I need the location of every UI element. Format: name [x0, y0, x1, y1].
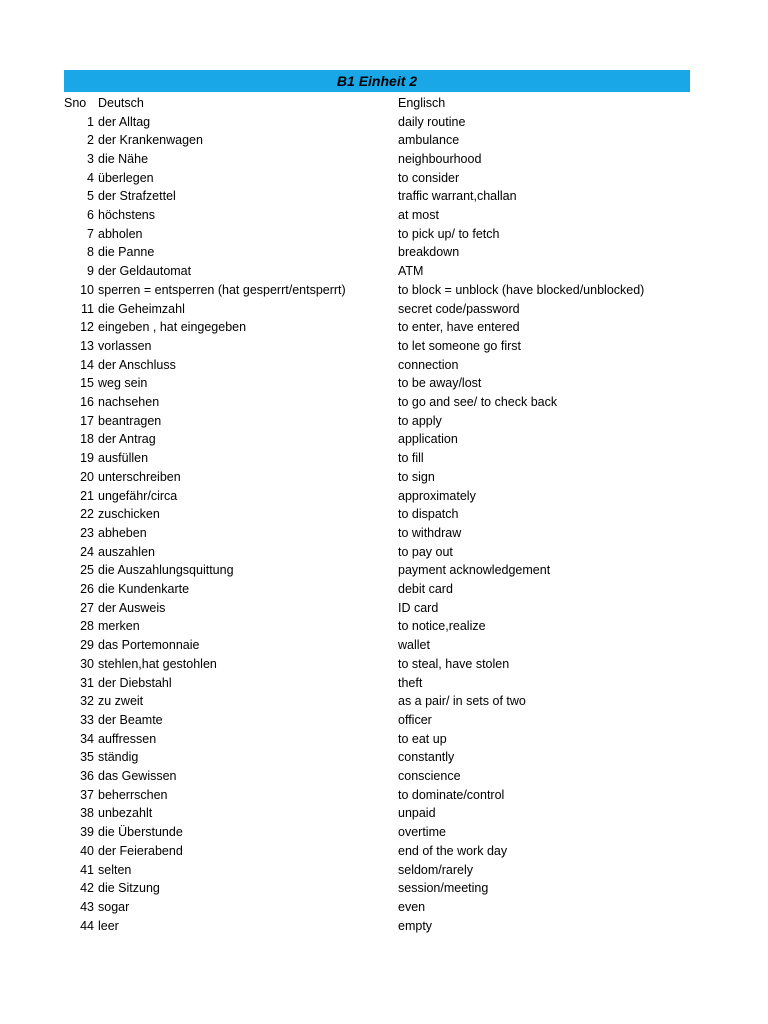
table-row [0, 374, 768, 393]
row-sno: 25 [80, 563, 94, 578]
row-englisch: to pick up/ to fetch [398, 226, 500, 241]
table-row [0, 300, 768, 319]
row-sno: 13 [80, 338, 94, 353]
table-row [0, 487, 768, 506]
row-sno: 17 [80, 413, 94, 428]
row-deutsch: beantragen [98, 413, 162, 428]
row-deutsch: überlegen [98, 170, 154, 185]
table-row [0, 767, 768, 786]
row-sno: 31 [80, 675, 94, 690]
row-englisch: secret code/password [398, 301, 520, 316]
table-row [0, 356, 768, 375]
row-sno: 43 [80, 899, 94, 914]
row-sno: 9 [87, 264, 94, 279]
row-deutsch: die Panne [98, 245, 155, 260]
row-sno: 7 [87, 226, 94, 241]
row-englisch: overtime [398, 825, 446, 840]
table-row [0, 206, 768, 225]
table-row [0, 524, 768, 543]
row-englisch: conscience [398, 769, 461, 783]
table-row [0, 393, 768, 412]
row-deutsch: die Überstunde [98, 825, 183, 840]
table-row [0, 262, 768, 281]
table-row [0, 169, 768, 188]
table-row [0, 449, 768, 468]
row-deutsch: die Auszahlungsquittung [98, 563, 234, 578]
row-sno: 37 [80, 787, 94, 802]
table-row [0, 337, 768, 356]
row-deutsch: unterschreiben [98, 469, 181, 484]
row-sno: 32 [80, 694, 94, 709]
row-sno: 3 [87, 151, 94, 166]
row-deutsch: das Gewissen [98, 769, 177, 783]
row-deutsch: der Ausweis [98, 600, 166, 615]
row-deutsch: der Feierabend [98, 843, 183, 858]
table-header-row [0, 94, 768, 113]
row-englisch: to withdraw [398, 525, 462, 540]
row-englisch: to let someone go first [398, 338, 521, 353]
table-row [0, 617, 768, 636]
table-row [0, 430, 768, 449]
table-row [0, 748, 768, 767]
row-sno: 27 [80, 600, 94, 615]
row-sno: 28 [80, 619, 94, 634]
row-englisch: approximately [398, 488, 476, 503]
row-sno: 34 [80, 731, 94, 746]
row-englisch: at most [398, 208, 439, 222]
row-englisch: to apply [398, 413, 442, 428]
row-englisch: to dominate/control [398, 787, 505, 802]
row-sno: 23 [80, 525, 94, 540]
row-deutsch: leer [98, 918, 119, 933]
row-englisch: to eat up [398, 731, 447, 746]
row-englisch: to notice,realize [398, 619, 486, 634]
row-sno: 36 [80, 769, 94, 783]
row-deutsch: abheben [98, 525, 147, 540]
table-row [0, 636, 768, 655]
row-deutsch: der Geldautomat [98, 264, 192, 279]
row-sno: 33 [80, 712, 94, 727]
table-row [0, 113, 768, 132]
table-row [0, 150, 768, 169]
row-englisch: even [398, 899, 426, 914]
row-englisch: wallet [398, 638, 430, 653]
table-row [0, 505, 768, 524]
row-deutsch: die Kundenkarte [98, 582, 190, 596]
row-deutsch: der Antrag [98, 432, 156, 447]
row-englisch: to steal, have stolen [398, 656, 510, 671]
row-englisch: traffic warrant,challan [398, 189, 517, 204]
row-deutsch: ungefähr/circa [98, 488, 178, 503]
table-row [0, 674, 768, 693]
row-deutsch: der Beamte [98, 712, 163, 727]
row-englisch: ambulance [398, 133, 460, 148]
row-englisch: daily routine [398, 114, 466, 129]
row-deutsch: abholen [98, 226, 143, 241]
row-sno: 16 [80, 395, 94, 409]
row-deutsch: die Nähe [98, 151, 149, 166]
row-sno: 44 [80, 918, 94, 933]
row-englisch: to dispatch [398, 507, 459, 522]
row-deutsch: merken [98, 619, 140, 634]
table-row [0, 879, 768, 898]
row-deutsch: sogar [98, 899, 130, 914]
row-sno: 26 [80, 582, 94, 596]
column-header-englisch: Englisch [398, 96, 446, 110]
row-englisch: session/meeting [398, 881, 489, 896]
row-sno: 1 [87, 114, 94, 129]
row-deutsch: zuschicken [98, 507, 160, 522]
row-sno: 6 [87, 208, 94, 222]
row-sno: 10 [80, 282, 94, 297]
sheet-title: B1 Einheit 2 [336, 73, 418, 89]
row-englisch: debit card [398, 582, 453, 596]
row-sno: 8 [87, 245, 94, 260]
table-row [0, 711, 768, 730]
table-row [0, 599, 768, 618]
row-sno: 41 [80, 862, 94, 877]
row-deutsch: stehlen,hat gestohlen [98, 656, 217, 671]
row-sno: 38 [80, 806, 94, 821]
column-header-sno: Sno [64, 96, 87, 110]
table-row [0, 692, 768, 711]
table-row [0, 468, 768, 487]
row-deutsch: vorlassen [98, 338, 152, 353]
table-row [0, 804, 768, 823]
row-sno: 4 [87, 170, 94, 185]
row-deutsch: das Portemonnaie [98, 638, 200, 653]
row-englisch: to be away/lost [398, 376, 482, 391]
row-deutsch: zu zweit [98, 694, 144, 709]
table-row [0, 187, 768, 206]
row-englisch: officer [398, 712, 432, 727]
table-row [0, 543, 768, 562]
table-row [0, 561, 768, 580]
row-englisch: to fill [398, 451, 424, 466]
row-deutsch: unbezahlt [98, 806, 153, 821]
row-sno: 18 [80, 432, 94, 447]
row-englisch: theft [398, 675, 423, 690]
table-row [0, 730, 768, 749]
row-englisch: to enter, have entered [398, 320, 520, 335]
row-englisch: to pay out [398, 544, 453, 559]
row-englisch: to block = unblock (have blocked/unblocked) [398, 282, 645, 297]
row-englisch: ATM [398, 264, 424, 279]
table-row [0, 861, 768, 880]
row-deutsch: die Sitzung [98, 881, 160, 896]
row-sno: 12 [80, 320, 94, 335]
row-deutsch: nachsehen [98, 395, 160, 409]
row-deutsch: selten [98, 862, 132, 877]
row-sno: 30 [80, 656, 94, 671]
row-deutsch: auffressen [98, 731, 157, 746]
row-sno: 42 [80, 881, 94, 896]
row-englisch: neighbourhood [398, 151, 482, 166]
row-sno: 24 [80, 544, 94, 559]
row-englisch: constantly [398, 750, 455, 765]
row-deutsch: ständig [98, 750, 139, 765]
table-row [0, 131, 768, 150]
table-row [0, 318, 768, 337]
row-deutsch: der Anschluss [98, 357, 176, 372]
table-row [0, 842, 768, 861]
row-englisch: end of the work day [398, 843, 508, 858]
table-row [0, 917, 768, 936]
row-deutsch: auszahlen [98, 544, 155, 559]
row-englisch: payment acknowledgement [398, 563, 551, 578]
table-row [0, 823, 768, 842]
table-row [0, 786, 768, 805]
row-deutsch: der Krankenwagen [98, 133, 203, 148]
row-deutsch: weg sein [98, 376, 148, 391]
row-sno: 19 [80, 451, 94, 466]
row-sno: 21 [80, 488, 94, 503]
row-englisch: unpaid [398, 806, 436, 821]
table-row [0, 412, 768, 431]
table-row [0, 281, 768, 300]
table-row [0, 655, 768, 674]
row-deutsch: der Diebstahl [98, 675, 172, 690]
table-row [0, 898, 768, 917]
row-deutsch: sperren = entsperren (hat gesperrt/entsperrt) [98, 282, 346, 297]
row-deutsch: der Alltag [98, 114, 151, 129]
row-englisch: seldom/rarely [398, 862, 474, 877]
row-sno: 11 [81, 301, 94, 316]
row-deutsch: höchstens [98, 208, 155, 222]
row-sno: 22 [80, 507, 94, 522]
row-englisch: breakdown [398, 245, 460, 260]
row-sno: 14 [80, 357, 94, 372]
row-englisch: to go and see/ to check back [398, 395, 558, 409]
row-englisch: ID card [398, 600, 439, 615]
row-englisch: as a pair/ in sets of two [398, 694, 526, 709]
row-sno: 35 [80, 750, 94, 765]
row-deutsch: die Geheimzahl [98, 301, 185, 316]
row-deutsch: der Strafzettel [98, 189, 176, 204]
row-deutsch: beherrschen [98, 787, 168, 802]
column-header-deutsch: Deutsch [98, 96, 144, 110]
row-deutsch: ausfüllen [98, 451, 149, 466]
row-englisch: to sign [398, 469, 435, 484]
row-sno: 20 [80, 469, 94, 484]
sheet-title-bar [64, 70, 690, 92]
table-row [0, 243, 768, 262]
row-sno: 5 [87, 189, 94, 204]
row-sno: 29 [80, 638, 94, 653]
row-englisch: to consider [398, 170, 460, 185]
row-sno: 39 [80, 825, 94, 840]
row-sno: 40 [80, 843, 94, 858]
table-row [0, 580, 768, 599]
row-sno: 15 [80, 376, 94, 391]
row-englisch: connection [398, 357, 459, 372]
row-deutsch: eingeben , hat eingegeben [98, 320, 247, 335]
row-englisch: application [398, 432, 458, 447]
table-row [0, 225, 768, 244]
row-englisch: empty [398, 918, 433, 933]
row-sno: 2 [87, 133, 94, 148]
